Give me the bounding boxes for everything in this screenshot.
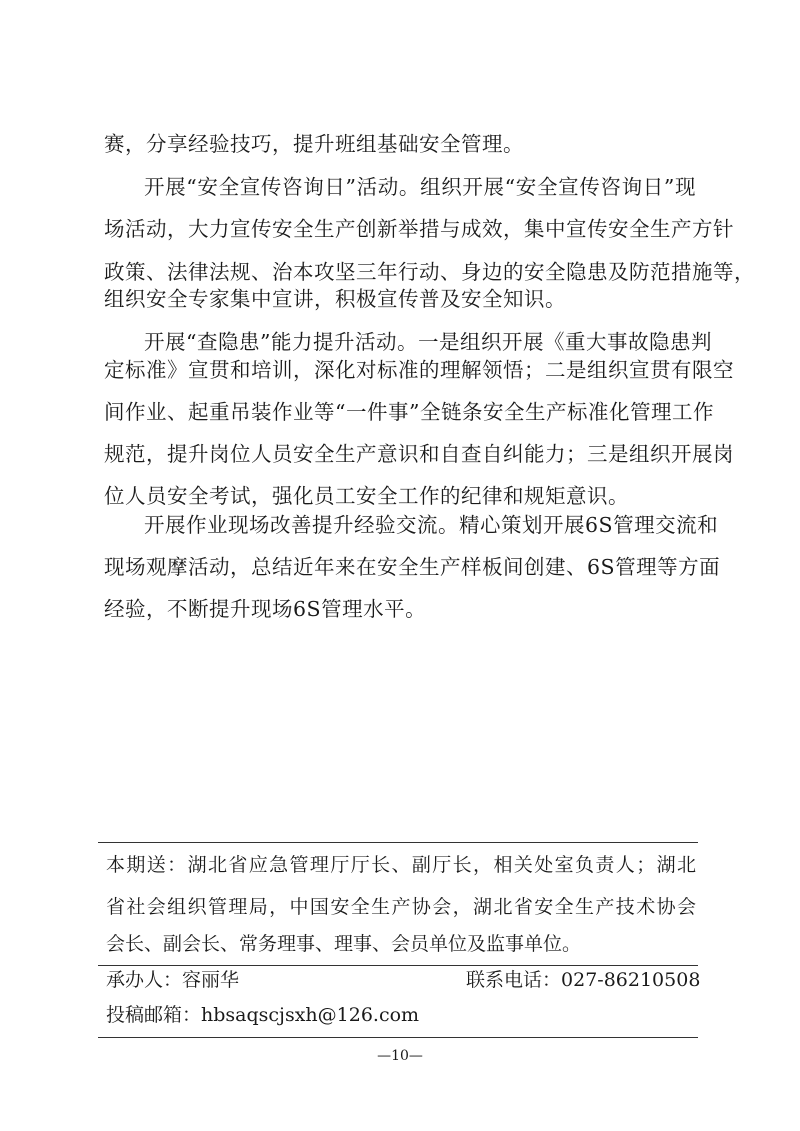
body-line: 场活动，大力宣传安全生产创新举措与成效，集中宣传安全生产方针: [104, 217, 734, 241]
email-address[interactable]: hbsaqscjsxh@126.com: [201, 1004, 420, 1026]
distribution-line: 本期送：湖北省应急管理厅厅长、副厅长，相关处室负责人；湖北: [106, 854, 696, 876]
body-line: 经验，不断提升现场6S管理水平。: [104, 597, 427, 621]
footer-top-rule: [98, 842, 698, 843]
body-line: 间作业、起重吊装作业等“一件事”全链条安全生产标准化管理工作: [104, 400, 714, 424]
body-line: 组织安全专家集中宣讲，积极宣传普及安全知识。: [104, 287, 566, 311]
body-line: 位人员安全考试，强化员工安全工作的纪律和规矩意识。: [104, 484, 629, 508]
organizer: [106, 966, 239, 994]
organizer-label: 承办人：: [106, 969, 183, 991]
body-line: 现场观摩活动，总结近年来在安全生产样板间创建、6S管理等方面: [104, 555, 721, 579]
distribution-line: 会长、副会长、常务理事、理事、会员单位及监事单位。: [106, 933, 582, 955]
footer-bottom-rule: [98, 1037, 698, 1038]
body-line: 政策、法律法规、治本攻坚三年行动、身边的安全隐患及防范措施等，: [104, 260, 755, 284]
phone-number: 027-86210508: [561, 969, 701, 991]
body-line: 赛，分享经验技巧，提升班组基础安全管理。: [104, 132, 524, 156]
body-line: 开展作业现场改善提升经验交流。精心策划开展6S管理交流和: [144, 513, 719, 537]
phone-label: 联系电话：: [466, 969, 562, 991]
email-label: 投稿邮箱：: [106, 1004, 202, 1026]
body-line: 开展“查隐患”能力提升活动。一是组织开展《重大事故隐患判: [144, 330, 712, 354]
body-line: 定标准》宣贯和培训，深化对标准的理解领悟；二是组织宣贯有限空: [104, 358, 734, 382]
page-number: —10—: [377, 1048, 423, 1064]
organizer-name: 容丽华: [182, 969, 240, 991]
distribution-line: 省社会组织管理局，中国安全生产协会，湖北省安全生产技术协会: [106, 896, 696, 918]
email: [106, 1001, 419, 1029]
phone: [466, 966, 700, 994]
body-line: 规范，提升岗位人员安全生产意识和自查自纠能力；三是组织开展岗: [104, 442, 734, 466]
body-line: 开展“安全宣传咨询日”活动。组织开展“安全宣传咨询日”现: [144, 175, 696, 199]
